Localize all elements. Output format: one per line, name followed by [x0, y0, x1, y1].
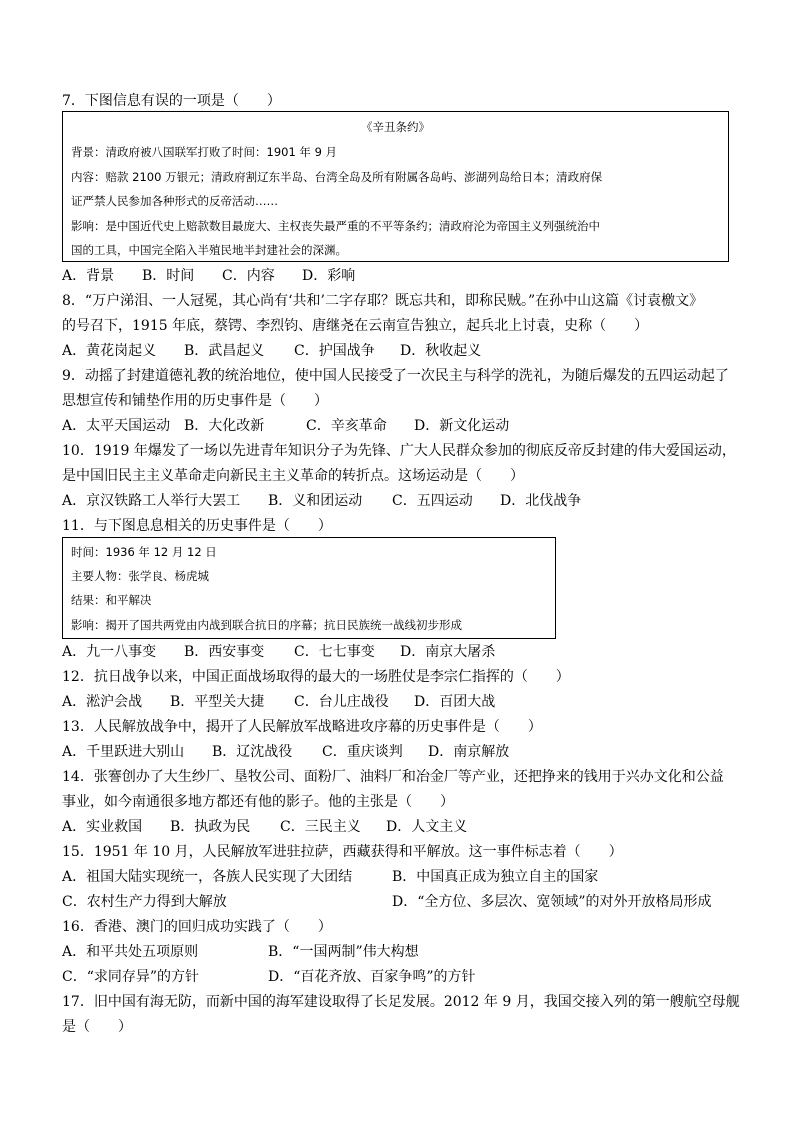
q7-option-a: A．背景 — [62, 268, 115, 284]
q11-option-c: C．七七事变 — [294, 644, 375, 660]
q15-option-a: A．祖国大陆实现统一，各族人民实现了大团结 — [62, 869, 353, 885]
q11-box-line: 结果：和平解决 — [71, 593, 152, 607]
q15-option-c: C．农村生产力得到大解放 — [62, 894, 227, 910]
q14-option-d: D．人文主义 — [386, 819, 468, 835]
q12-option-b: B．平型关大捷 — [170, 694, 265, 710]
q13-option-d: D．南京解放 — [428, 744, 510, 760]
q12-option-a: A．淞沪会战 — [62, 694, 143, 710]
q7-option-c: C．内容 — [222, 268, 275, 284]
q14-option-c: C．三民主义 — [280, 819, 361, 835]
q9-option-d: D．新文化运动 — [414, 418, 510, 434]
q7-box-line: 国的工具，中国完全陷入半殖民地半封建社会的深渊。 — [71, 243, 347, 257]
q17-stem-line: 17．旧中国有海无防，而新中国的海军建设取得了长足发展。2012 年 9 月，我国交接入列的第一艘航空母舰 — [62, 994, 740, 1010]
q7-info-box — [62, 111, 729, 262]
q11-option-a: A．九一八事变 — [62, 644, 157, 660]
q14-stem-line: 事业，如今南通很多地方都还有他的影子。他的主张是（ ） — [62, 794, 454, 810]
q8-option-b: B．武昌起义 — [184, 343, 265, 359]
q10-option-a: A．京汉铁路工人举行大罢工 — [62, 493, 241, 509]
q10-option-d: D．北伐战争 — [500, 493, 582, 509]
q7-box-title: 《辛丑条约》 — [361, 120, 430, 134]
q10-option-c: C．五四运动 — [392, 493, 473, 509]
q8-option-c: C．护国战争 — [294, 343, 375, 359]
q16-option-c: C．“求同存异”的方针 — [62, 969, 200, 985]
q7-option-d: D．彩响 — [302, 268, 356, 284]
q11-option-b: B．西安事变 — [184, 644, 265, 660]
q8-stem-line: 8．“万户涕泪、一人冠冕，其心尚有‘共和’二字存耶？既忘共和，即称民贼。”在孙中山这篇《讨袁檄文》 — [62, 293, 704, 309]
q16-option-a: A．和平共处五项原则 — [62, 944, 199, 960]
q9-option-a: A．太平天国运动 — [62, 418, 171, 434]
q13-option-b: B．辽沈战役 — [212, 744, 293, 760]
q12-option-c: C．台儿庄战役 — [294, 694, 389, 710]
q11-box-line: 影响：揭开了国共两党由内战到联合抗日的序幕；抗日民族统一战线初步形成 — [71, 618, 462, 632]
q10-stem-line: 是中国旧民主主义革命走向新民主主义革命的转折点。这场运动是（ ） — [62, 468, 524, 484]
q11-option-d: D．南京大屠杀 — [400, 644, 496, 660]
q11-box-line: 时间：1936 年 12 月 12 日 — [71, 545, 217, 559]
q15-option-d: D．“全方位、多层次、宽领域”的对外开放格局形成 — [392, 894, 712, 910]
q9-stem-line: 9．动摇了封建道德礼教的统治地位，使中国人民接受了一次民主与科学的洗礼，为随后爆发的五四运动起了 — [62, 368, 729, 384]
q7-box-line: 影响：是中国近代史上赔款数目最庞大、主权丧失最严重的不平等条约；清政府沦为帝国主义列强统治中 — [71, 219, 600, 233]
q8-stem-line: 的号召下，1915 年底，蔡锷、李烈钧、唐继尧在云南宣告独立，起兵北上讨袁，史称（ ） — [62, 318, 649, 334]
q16-stem: 16．香港、澳门的回归成功实践了（ ） — [62, 919, 332, 935]
q10-stem-line: 10．1919 年爆发了一场以先进青年知识分子为先锋、广大人民群众参加的彻底反帝反封建的伟大爱国运动， — [62, 443, 736, 459]
q12-stem: 12．抗日战争以来，中国正面战场取得的最大的一场胜仗是李宗仁指挥的（ ） — [62, 669, 570, 685]
q11-info-box — [62, 537, 556, 639]
q14-option-b: B．执政为民 — [170, 819, 251, 835]
q7-box-line: 内容：赔款 2100 万银元；清政府割辽东半岛、台湾全岛及所有附属各岛屿、澎湖列岛给日本；清政府保 — [71, 170, 603, 184]
q13-option-a: A．千里跃进大别山 — [62, 744, 185, 760]
q11-box-line: 主要人物：张学良、杨虎城 — [71, 569, 209, 583]
q16-option-d: D．“百花齐放、百家争鸣”的方针 — [268, 969, 476, 985]
q13-stem: 13．人民解放战争中，揭开了人民解放军战略进攻序幕的历史事件是（ ） — [62, 719, 542, 735]
q8-option-a: A．黄花岗起义 — [62, 343, 157, 359]
q13-option-c: C．重庆谈判 — [322, 744, 403, 760]
q15-option-b: B．中国真正成为独立自主的国家 — [392, 869, 599, 885]
q7-box-line: 背景：清政府被八国联军打败了时间：1901 年 9 月 — [71, 145, 338, 159]
q14-option-a: A．实业救国 — [62, 819, 143, 835]
q9-stem-line: 思想宣传和铺垫作用的历史事件是（ ） — [62, 393, 328, 409]
q7-option-b: B．时间 — [142, 268, 195, 284]
q14-stem-line: 14．张謇创办了大生纱厂、垦牧公司、面粉厂、油料厂和冶金厂等产业，还把挣来的钱用于兴办文化和公益 — [62, 769, 724, 785]
q7-box-line: 证严禁人民参加各种形式的反帝活动…… — [71, 194, 278, 208]
q9-option-b: B．大化改新 — [184, 418, 265, 434]
q9-option-c: C．辛亥革命 — [306, 418, 387, 434]
q16-option-b: B．“一国两制”伟大构想 — [268, 944, 419, 960]
q12-option-d: D．百团大战 — [414, 694, 496, 710]
q11-stem: 11．与下图息息相关的历史事件是（ ） — [62, 518, 332, 534]
q17-stem-line: 是（ ） — [62, 1019, 132, 1035]
q15-stem: 15．1951 年 10 月，人民解放军进驻拉萨，西藏获得和平解放。这一事件标志着（ ） — [62, 844, 623, 860]
q10-option-b: B．义和团运动 — [268, 493, 363, 509]
q8-option-d: D．秋收起义 — [400, 343, 482, 359]
q7-stem: 7．下图信息有误的一项是（ ） — [62, 93, 281, 109]
